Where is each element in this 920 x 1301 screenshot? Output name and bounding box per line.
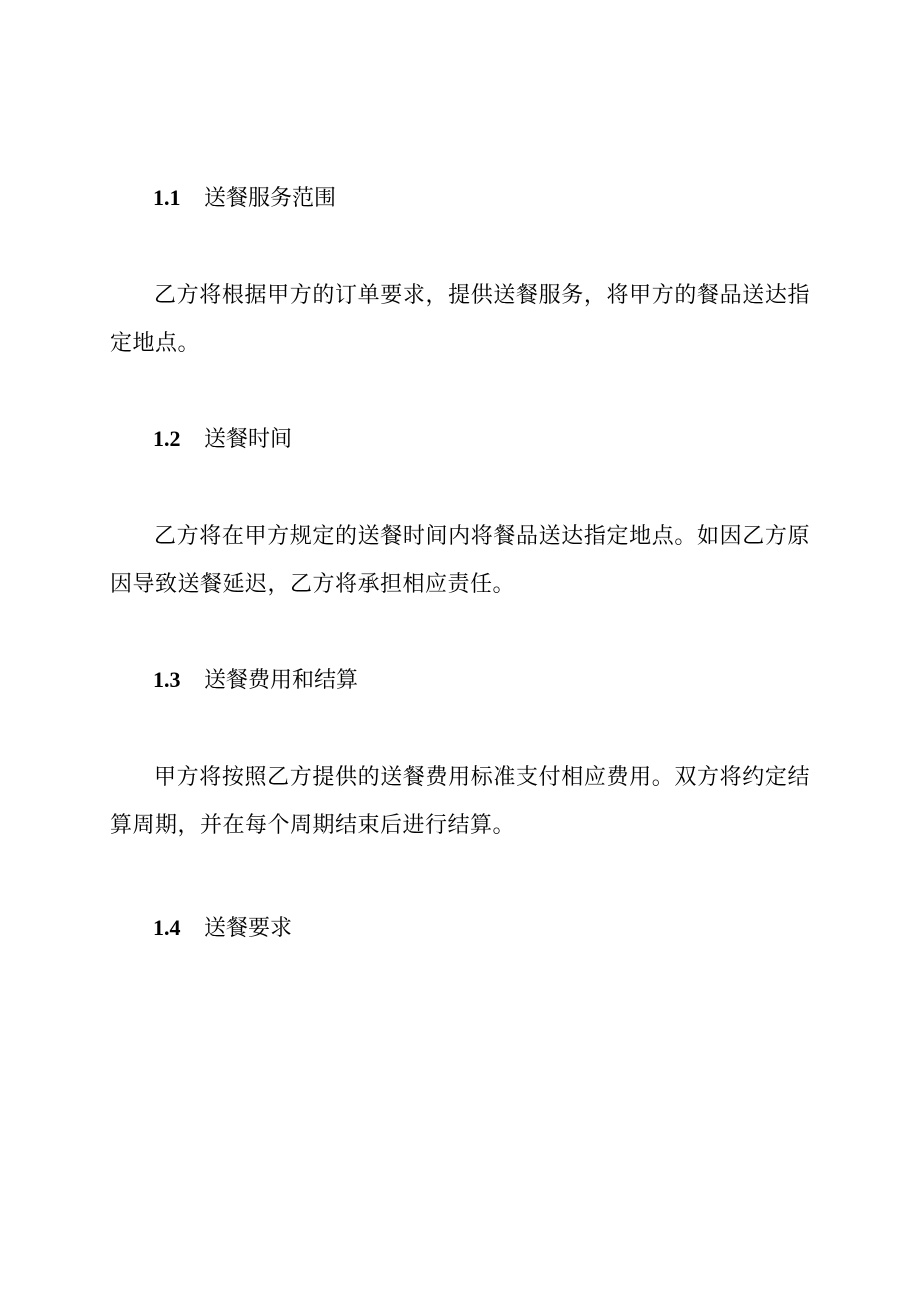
section-heading-1-4 xyxy=(153,910,292,946)
section-number: 1.3 xyxy=(153,667,181,692)
section-heading-1-1 xyxy=(153,180,336,216)
section-title: 送餐要求 xyxy=(204,916,293,941)
section-number: 1.1 xyxy=(153,185,181,210)
section-paragraph-1-3: 甲方将按照乙方提供的送餐费用标准支付相应费用。双方将约定结算周期，并在每个周期结束后进行结算。 xyxy=(110,765,810,838)
section-heading-1-2 xyxy=(153,421,292,457)
section-paragraph-1-1: 乙方将根据甲方的订单要求，提供送餐服务，将甲方的餐品送达指定地点。 xyxy=(110,283,810,356)
section-title: 送餐费用和结算 xyxy=(204,668,359,693)
section-paragraph-1-2: 乙方将在甲方规定的送餐时间内将餐品送达指定地点。如因乙方原因导致送餐延迟，乙方将承担相应责任。 xyxy=(110,524,810,597)
section-number: 1.2 xyxy=(153,426,181,451)
section-number: 1.4 xyxy=(153,915,181,940)
section-title: 送餐服务范围 xyxy=(204,186,337,211)
section-heading-1-3 xyxy=(153,662,358,698)
section-title: 送餐时间 xyxy=(204,427,293,452)
